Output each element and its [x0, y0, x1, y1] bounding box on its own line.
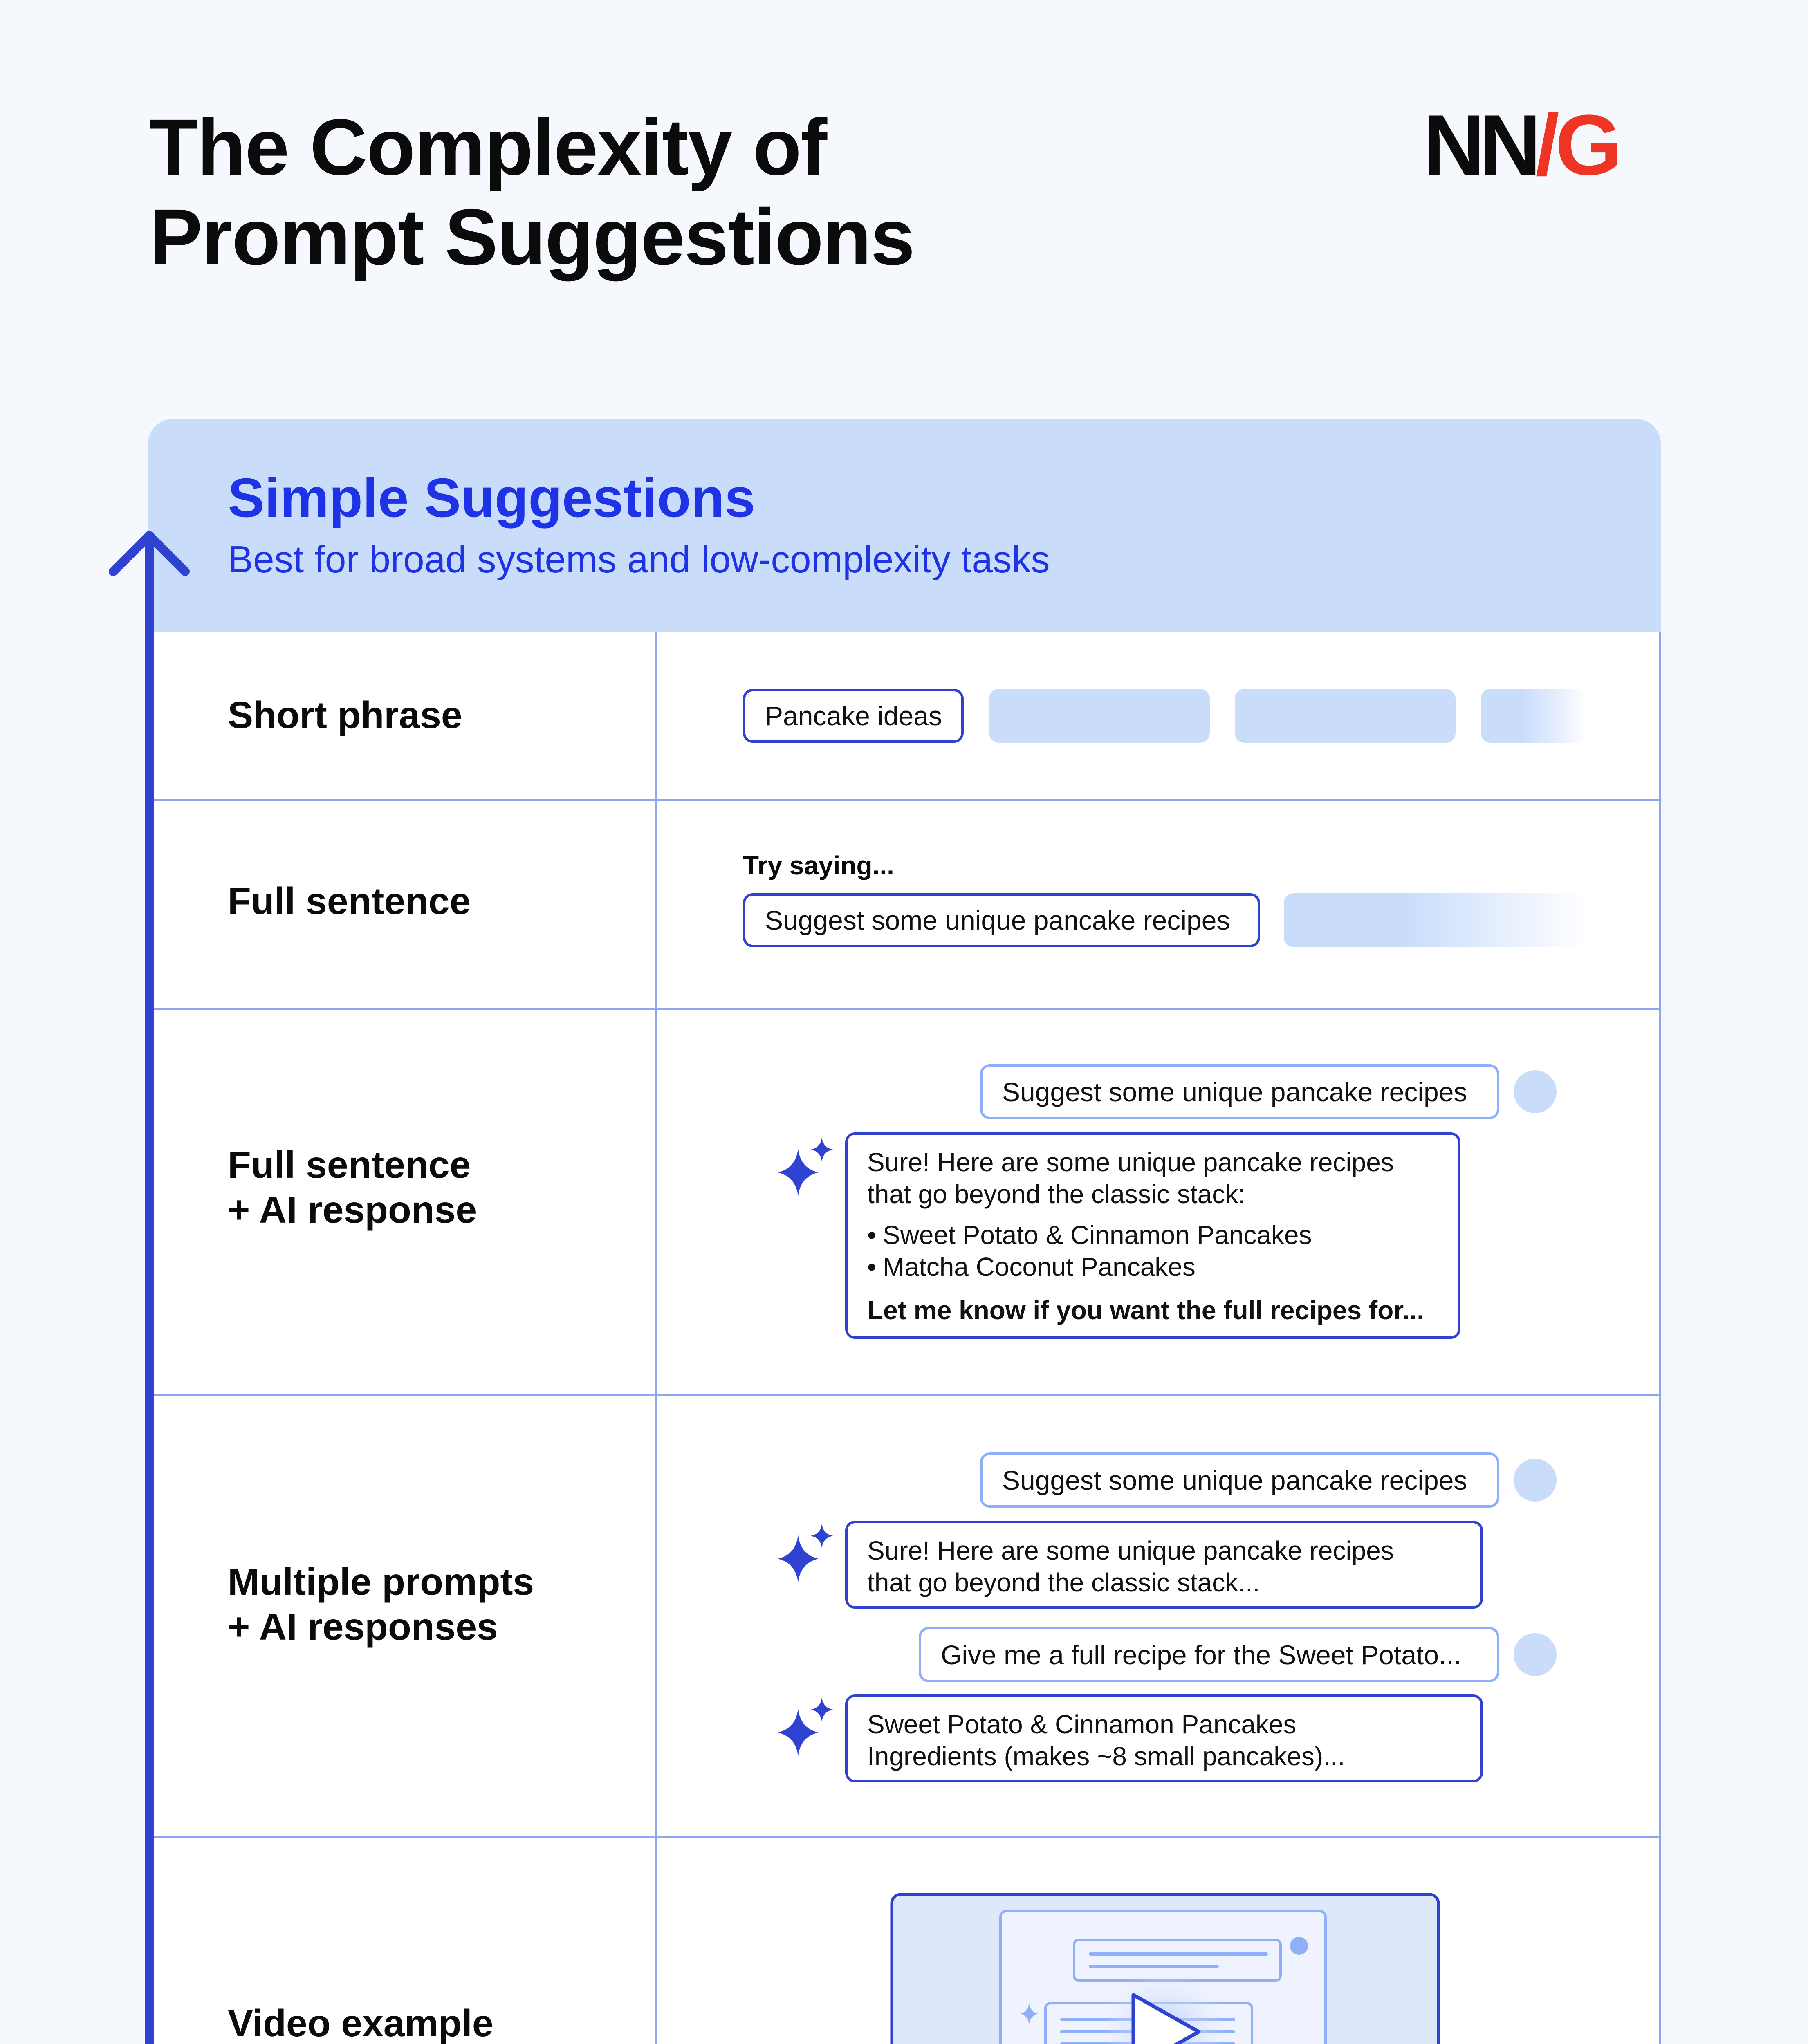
double-arrow-icon — [104, 527, 194, 2044]
placeholder-chip — [989, 689, 1210, 743]
row-label-full-sentence-ai — [228, 1143, 477, 1232]
suggestion-chip-unique-recipes[interactable]: Suggest some unique pancake recipes — [743, 893, 1260, 947]
row-label-line-1: Full sentence — [228, 1143, 471, 1186]
row-label-line-1: Multiple prompts — [228, 1560, 534, 1603]
response-bullet: • Matcha Coconut Pancakes — [867, 1251, 1438, 1283]
row-label-line-2: + AI response — [228, 1188, 477, 1231]
row-divider — [148, 1008, 1661, 1010]
nng-logo — [1423, 97, 1617, 193]
response-line: Sure! Here are some unique pancake recipes — [867, 1536, 1394, 1565]
placeholder-chip-faded — [1284, 893, 1588, 947]
sparkle-icon — [774, 1136, 839, 1202]
ai-response-bubble — [845, 1694, 1483, 1782]
suggestion-chip-pancake-ideas[interactable]: Pancake ideas — [743, 689, 964, 743]
simple-suggestions-band — [148, 419, 1661, 632]
row-label-video-example: Video example — [228, 2002, 493, 2044]
user-prompt-bubble[interactable]: Give me a full recipe for the Sweet Potato... — [919, 1627, 1499, 1682]
user-avatar — [1514, 1633, 1557, 1676]
title-line-2: Prompt Suggestions — [149, 193, 914, 282]
user-avatar — [1514, 1070, 1557, 1113]
row-label-short-phrase: Short phrase — [228, 694, 462, 736]
ai-response-bubble — [845, 1521, 1483, 1609]
sparkle-icon — [774, 1697, 839, 1762]
response-line: Ingredients (makes ~8 small pancakes)... — [867, 1741, 1345, 1771]
response-line: that go beyond the classic stack... — [867, 1568, 1260, 1598]
user-avatar — [1514, 1459, 1557, 1502]
title-line-1: The Complexity of — [149, 103, 827, 192]
right-border — [1659, 632, 1661, 2044]
placeholder-chip — [1235, 689, 1456, 743]
ai-response-bubble — [845, 1132, 1460, 1339]
page-title — [149, 102, 914, 282]
logo-nn: NN — [1423, 97, 1536, 193]
response-line: that go beyond the classic stack: — [867, 1179, 1245, 1209]
response-closing: Let me know if you want the full recipes for... — [867, 1295, 1424, 1325]
row-divider — [148, 1394, 1661, 1396]
row-divider — [148, 1836, 1661, 1838]
row-label-line-2: + AI responses — [228, 1605, 498, 1648]
response-bullet: • Sweet Potato & Cinnamon Pancakes — [867, 1219, 1438, 1251]
row-label-full-sentence: Full sentence — [228, 880, 471, 922]
simple-suggestions-title: Simple Suggestions — [228, 467, 756, 529]
row-divider — [148, 799, 1661, 801]
user-prompt-bubble[interactable]: Suggest some unique pancake recipes — [980, 1064, 1499, 1119]
logo-g: G — [1555, 97, 1617, 193]
try-saying-label: Try saying... — [743, 851, 894, 880]
logo-slash: / — [1535, 97, 1555, 193]
column-divider — [655, 632, 657, 2044]
row-label-multiple-prompts — [228, 1560, 534, 1649]
sparkle-icon — [774, 1523, 839, 1588]
user-prompt-bubble[interactable]: Suggest some unique pancake recipes — [980, 1452, 1499, 1508]
response-line: Sweet Potato & Cinnamon Pancakes — [867, 1710, 1297, 1739]
simple-suggestions-subtitle: Best for broad systems and low-complexity tasks — [228, 538, 1050, 580]
response-line: Sure! Here are some unique pancake recipes — [867, 1148, 1394, 1177]
complexity-card — [148, 419, 1661, 2044]
placeholder-chip-faded — [1481, 689, 1587, 743]
video-thumbnail[interactable] — [890, 1893, 1440, 2044]
